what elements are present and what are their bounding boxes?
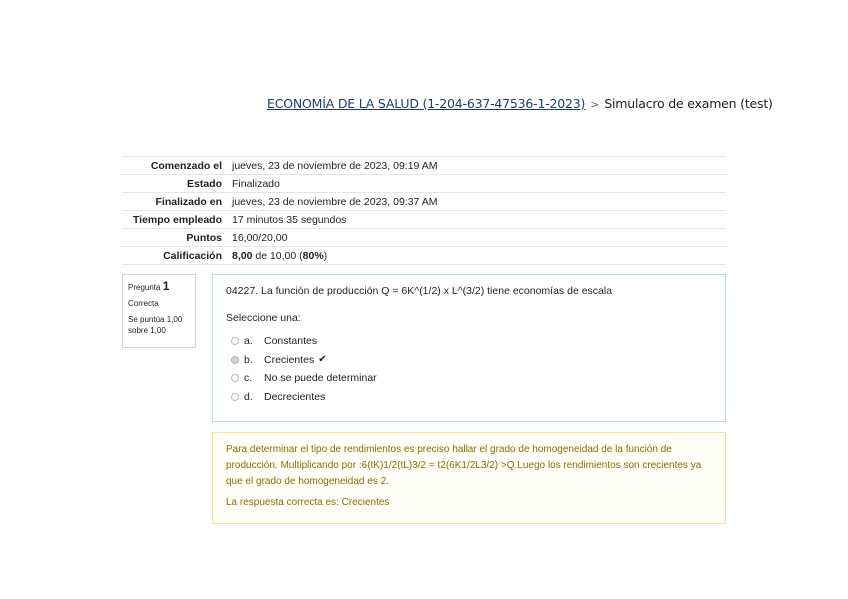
- grade-close: ): [323, 249, 328, 262]
- question-text: 04227. La función de producción Q = 6K^(1/2) x L^(3/2) tiene economías de escala: [226, 285, 613, 297]
- question-state: Correcta: [128, 299, 159, 308]
- radio-button[interactable]: [231, 337, 239, 345]
- answer-option-b[interactable]: [226, 351, 712, 370]
- breadcrumb-course-link[interactable]: ECONOMÍA DE LA SALUD (1-204-637-47536-1-2023): [267, 96, 586, 111]
- option-text: Crecientes: [264, 353, 315, 366]
- summary-value: jueves, 23 de noviembre de 2023, 09:19 AM: [232, 159, 438, 172]
- option-letter: a.: [244, 335, 253, 348]
- right-answer: La respuesta correcta es: Crecientes: [226, 497, 390, 508]
- breadcrumb-current: Simulacro de examen (test): [604, 96, 773, 111]
- answer-prompt: Seleccione una:: [226, 312, 301, 324]
- summary-row-points: [122, 229, 726, 247]
- summary-value: Finalizado: [232, 177, 280, 190]
- option-text: Constantes: [264, 335, 318, 348]
- checkmark-icon: ✔: [318, 354, 327, 366]
- summary-label: Puntos: [186, 231, 222, 244]
- summary-row-started: [122, 157, 726, 175]
- radio-button[interactable]: [231, 374, 239, 382]
- option-text: Decrecientes: [264, 390, 326, 403]
- grade-percent: 80%: [302, 249, 324, 262]
- summary-row-finished: [122, 193, 726, 211]
- option-text: No se puede determinar: [264, 372, 377, 385]
- summary-value: 17 minutos 35 segundos: [232, 213, 347, 226]
- option-letter: c.: [244, 372, 253, 385]
- summary-label: Finalizado en: [155, 195, 222, 208]
- summary-row-grade: [122, 247, 726, 265]
- summary-value-grade: [231, 247, 726, 265]
- question-label: Pregunta: [128, 283, 161, 292]
- question-number: [128, 279, 190, 293]
- summary-value: jueves, 23 de noviembre de 2023, 09:37 AM: [232, 195, 438, 208]
- question-grade: Se puntúa 1,00 sobre 1,00: [128, 315, 183, 335]
- feedback-box: [212, 432, 726, 524]
- summary-row-time-taken: [122, 211, 726, 229]
- radio-button-selected[interactable]: [231, 356, 239, 364]
- answer-option-d[interactable]: [226, 388, 712, 407]
- answer-option-c[interactable]: [226, 369, 712, 388]
- summary-label: Calificación: [163, 249, 222, 262]
- radio-button[interactable]: [231, 393, 239, 401]
- option-letter: b.: [244, 353, 253, 366]
- answer-option-a[interactable]: [226, 332, 712, 351]
- attempt-summary-table: [122, 156, 726, 265]
- question-info: [122, 274, 196, 348]
- grade-out-of: de 10,00 (: [252, 249, 303, 262]
- summary-label: Comenzado el: [150, 159, 222, 172]
- breadcrumb-separator: >: [590, 98, 600, 111]
- summary-value: 16,00/20,00: [232, 231, 288, 244]
- question-content: [212, 274, 726, 422]
- grade-value: 8,00: [232, 249, 253, 262]
- summary-row-state: [122, 175, 726, 193]
- summary-label: Tiempo empleado: [132, 213, 222, 226]
- general-feedback: Para determinar el tipo de rendimientos es preciso hallar el grado de homogeneidad de la función de producción. Multiplicando por :6(tK)1/2(tL)3/2 = t2(6K1/2L3/2) >Q.Luego los rendimientos son crecientes ya que el grado de homogeneidad es 2.: [226, 444, 702, 487]
- answer-options: [226, 332, 712, 406]
- breadcrumb: [267, 96, 773, 111]
- question-number-value: 1: [162, 279, 170, 293]
- summary-label: Estado: [186, 177, 222, 190]
- option-letter: d.: [244, 390, 253, 403]
